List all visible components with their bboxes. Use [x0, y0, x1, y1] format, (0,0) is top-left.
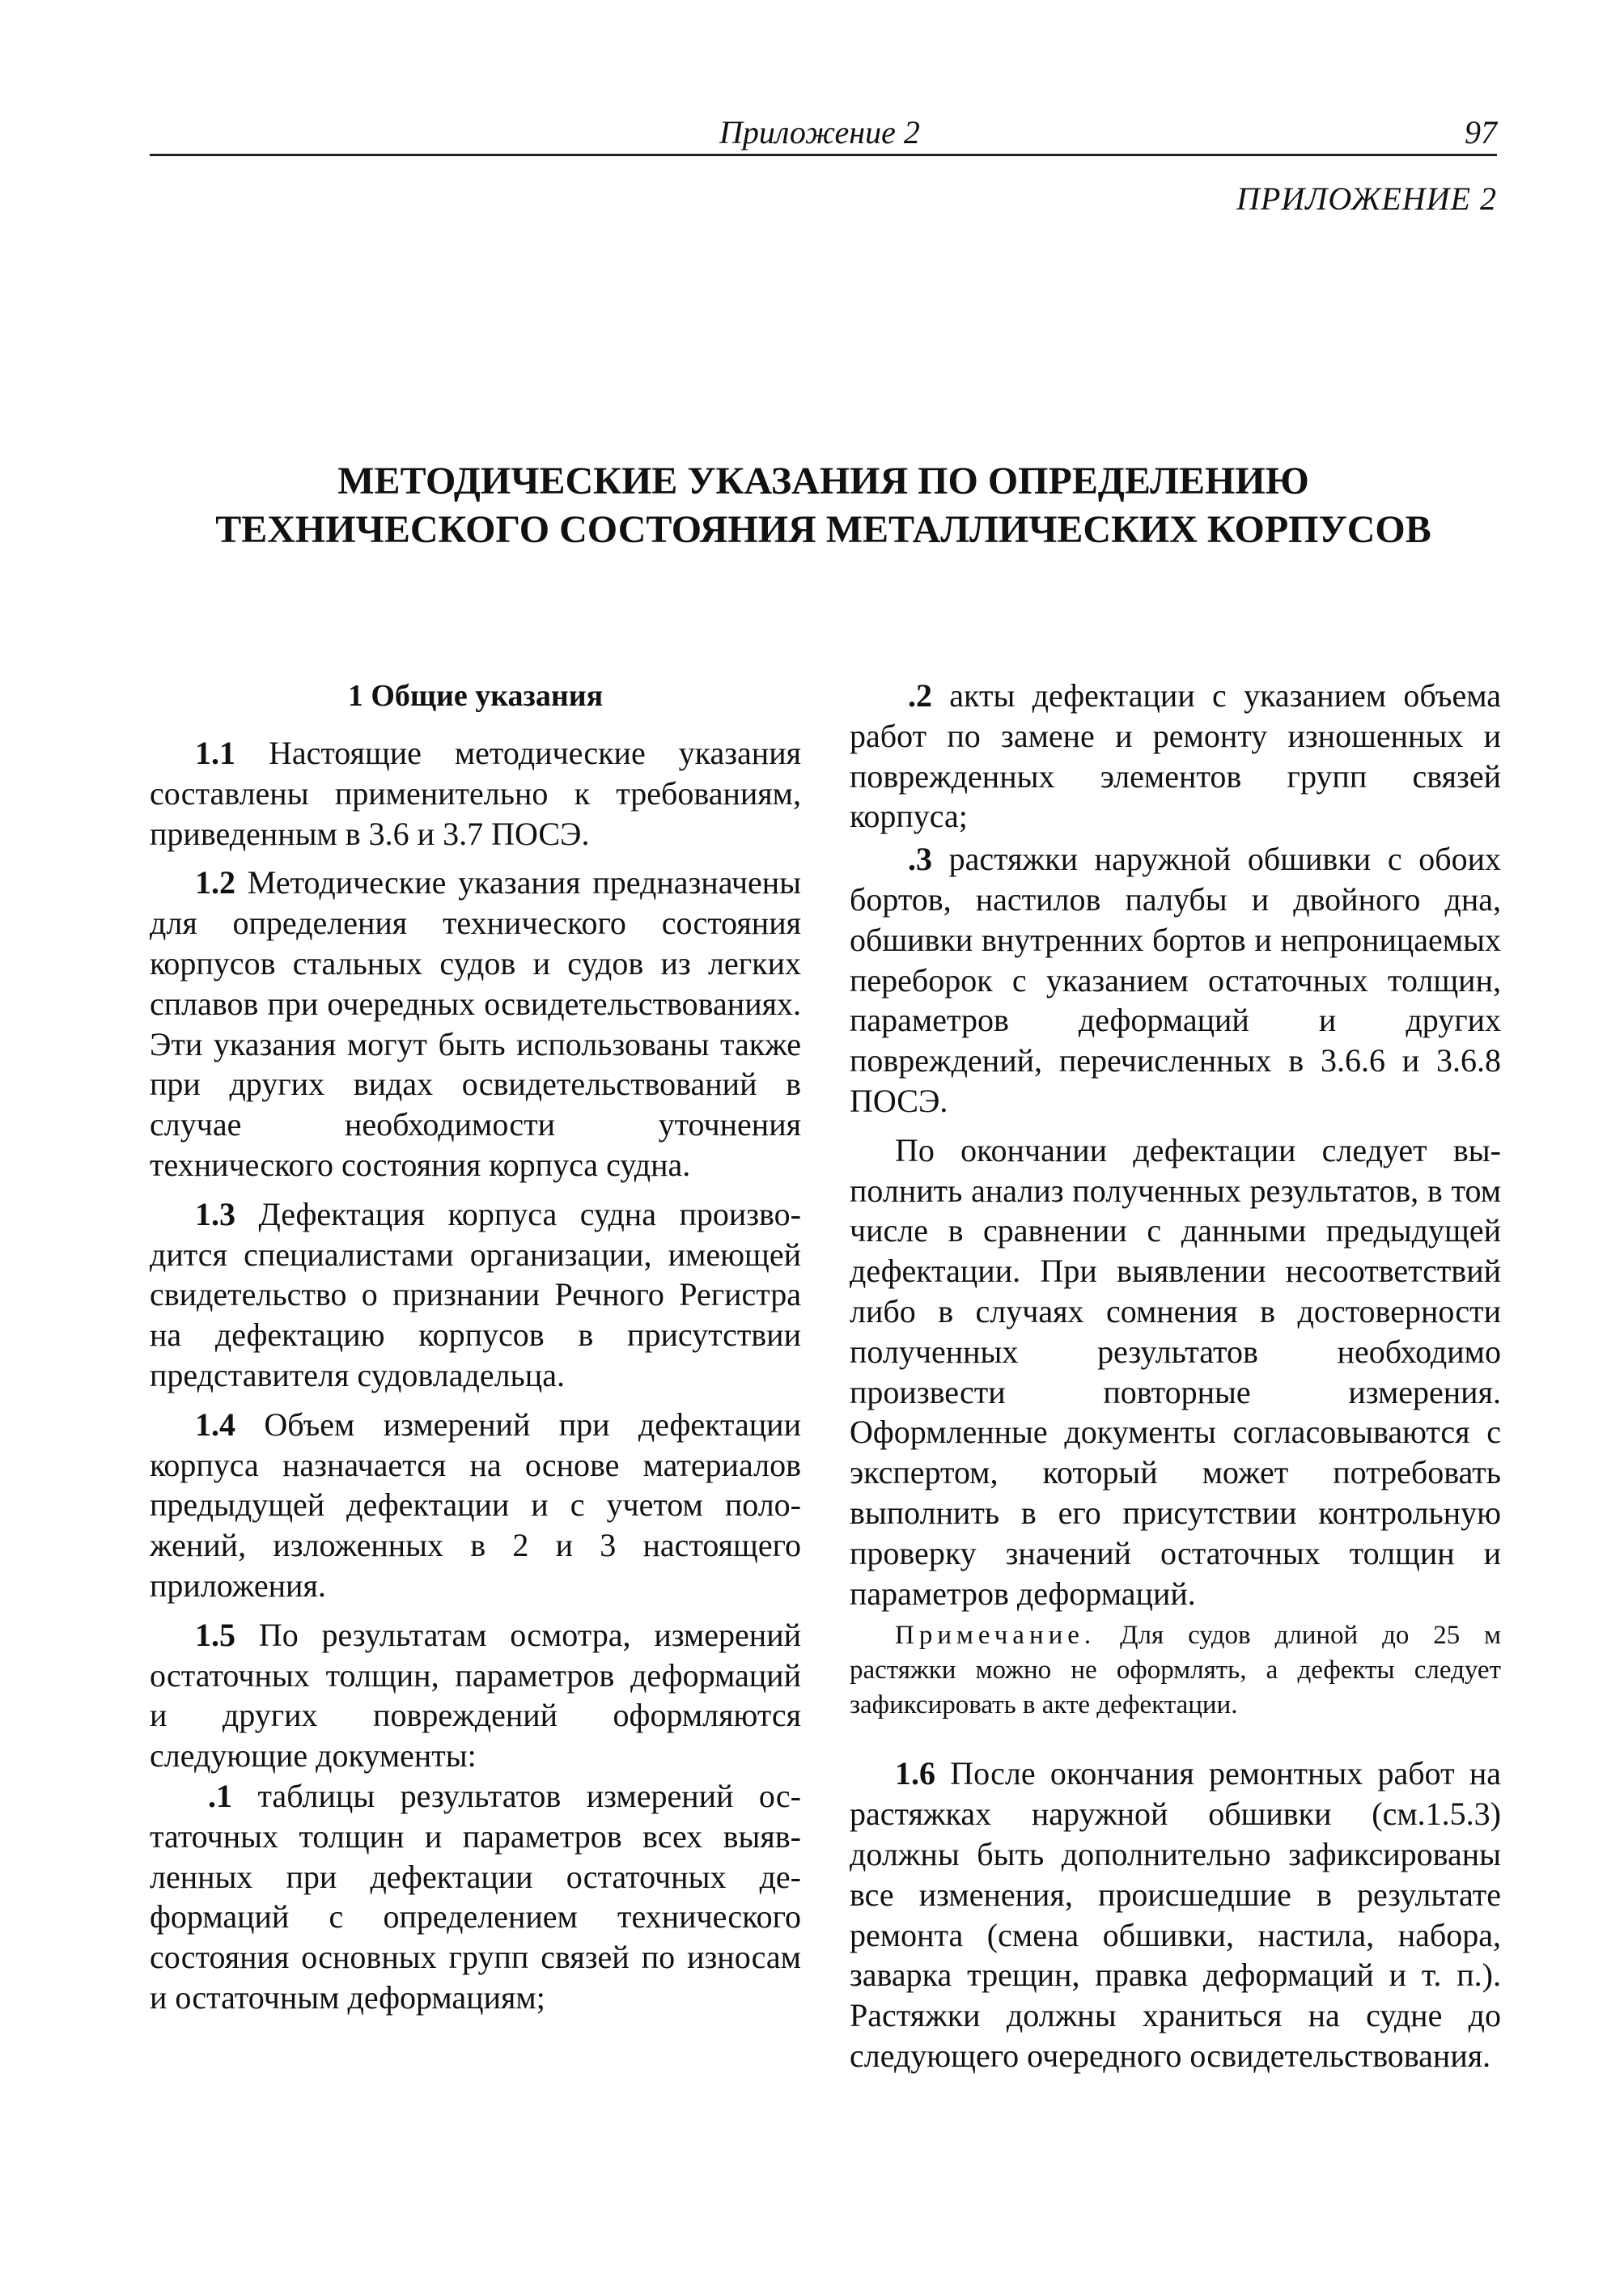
page-number: 97 [1465, 114, 1497, 151]
list-item-1 [150, 1776, 801, 2018]
paragraph-number: 1.4 [195, 1406, 235, 1443]
paragraph-text: По результатам осмотра, измерений остаточных толщин, параметров деформаций и других повреждений оформляются следующие документы: [150, 1616, 801, 1775]
list-item-number: .3 [908, 841, 932, 878]
paragraph-number: 1.6 [895, 1755, 935, 1792]
document-title-line-2: ТЕХНИЧЕСКОГО СОСТОЯНИЯ МЕТАЛЛИЧЕСКИХ КОРПУСОВ [215, 508, 1431, 551]
appendix-label: ПРИЛОЖЕНИЕ 2 [1236, 180, 1497, 217]
list-item-number: .1 [208, 1777, 232, 1814]
list-item-3 [850, 839, 1501, 1122]
paragraph-text: Дефектация корпуса судна производится специалистами организации, имеющей свидетельство о признании Речного Регистра на дефектацию корпусов в присутствии представителя судовладельца. [150, 1195, 801, 1393]
paragraph-1-2 [150, 863, 801, 1185]
paragraph-text: Настоящие методические указания составлены применительно к требованиям, приведенным в 3.6 и 3.7 ПОСЭ. [150, 735, 801, 852]
paragraph-text: Объем измерений при дефектации корпуса назначается на основе материалов предыдущей дефектации и с учетом положений, изложенных в 2 и 3 настоящего приложения. [150, 1406, 801, 1604]
left-column [150, 676, 801, 2018]
list-item-text: растяжки наружной обшивки с обоих бортов, настилов палубы и двойного дна, обшивки внутренних бортов и непроницаемых переборок с указанием остаточных толщин, параметров деформаций и других повреждений, перечисленных в 3.6.6 и 3.6.8 ПОСЭ. [850, 841, 1501, 1119]
list-item-2 [850, 676, 1501, 837]
paragraph-number: 1.1 [195, 735, 235, 771]
running-header [150, 112, 1497, 156]
document-title-line-1: МЕТОДИЧЕСКИЕ УКАЗАНИЯ ПО ОПРЕДЕЛЕНИЮ [337, 460, 1309, 502]
list-item-number: .2 [908, 677, 932, 714]
document-title [150, 457, 1497, 554]
note [850, 1618, 1501, 1723]
list-item-text: акты дефектации с указанием объема работ по замене и ремонту изношенных и поврежденных элементов групп связей корпуса; [850, 677, 1501, 835]
paragraph-text: После окончания ремонтных работ на растяжках наружной обшивки (см.1.5.3) должны быть дополнительно зафиксированы все изменения, происшедшие в результате ремонта (смена обшивки, настила, набора, заварка трещин, правка деформаций и т. п.). Растяжки должны храниться на судне до следующего очередного освидетельствования. [850, 1755, 1501, 2074]
paragraph-number: 1.3 [195, 1195, 235, 1232]
right-column [850, 676, 1501, 2076]
paragraph-1-5 [150, 1615, 801, 1776]
header-section-title: Приложение 2 [719, 114, 920, 151]
paragraph-number: 1.2 [195, 864, 235, 901]
paragraph-number: 1.5 [195, 1616, 235, 1653]
paragraph-1-3 [150, 1194, 801, 1396]
paragraph-text: Методические указания предназначены для определения технического состояния корпусов стальных судов и судов из легких сплавов при очередных освидетельствованиях. Эти указания могут быть использованы также при других видах освидетельствований в случае необходимости уточнения технического состояния корпуса судна. [150, 864, 801, 1183]
note-label: Примечание. [895, 1621, 1096, 1651]
paragraph-1-6 [850, 1753, 1501, 2076]
list-item-text: таблицы результатов измерений остаточных толщин и параметров всех выявленных при дефектации остаточных деформаций с определением технического состояния основных групп связей по износам и остаточным деформациям; [150, 1777, 801, 2016]
paragraph-1-4 [150, 1405, 801, 1606]
analysis-paragraph: По окончании дефектации следует выполнить анализ полученных результатов, в том числе в сравнении с данными предыдущей дефектации. При выявлении несоответствий либо в случаях сомнения в достоверности полученных результатов необходимо произвести повторные измерения. Оформленные документы согласовываются с экспертом, который может потребовать выполнить в его присутствии контрольную проверку значений остаточных толщин и параметров деформаций. [850, 1131, 1501, 1612]
note-text: Для судов длиной до 25 м растяжки можно не оформлять, а дефекты следует зафиксировать в акте дефектации. [850, 1621, 1501, 1720]
paragraph-1-1 [150, 733, 801, 854]
section-heading: 1 Общие указания [347, 679, 604, 713]
